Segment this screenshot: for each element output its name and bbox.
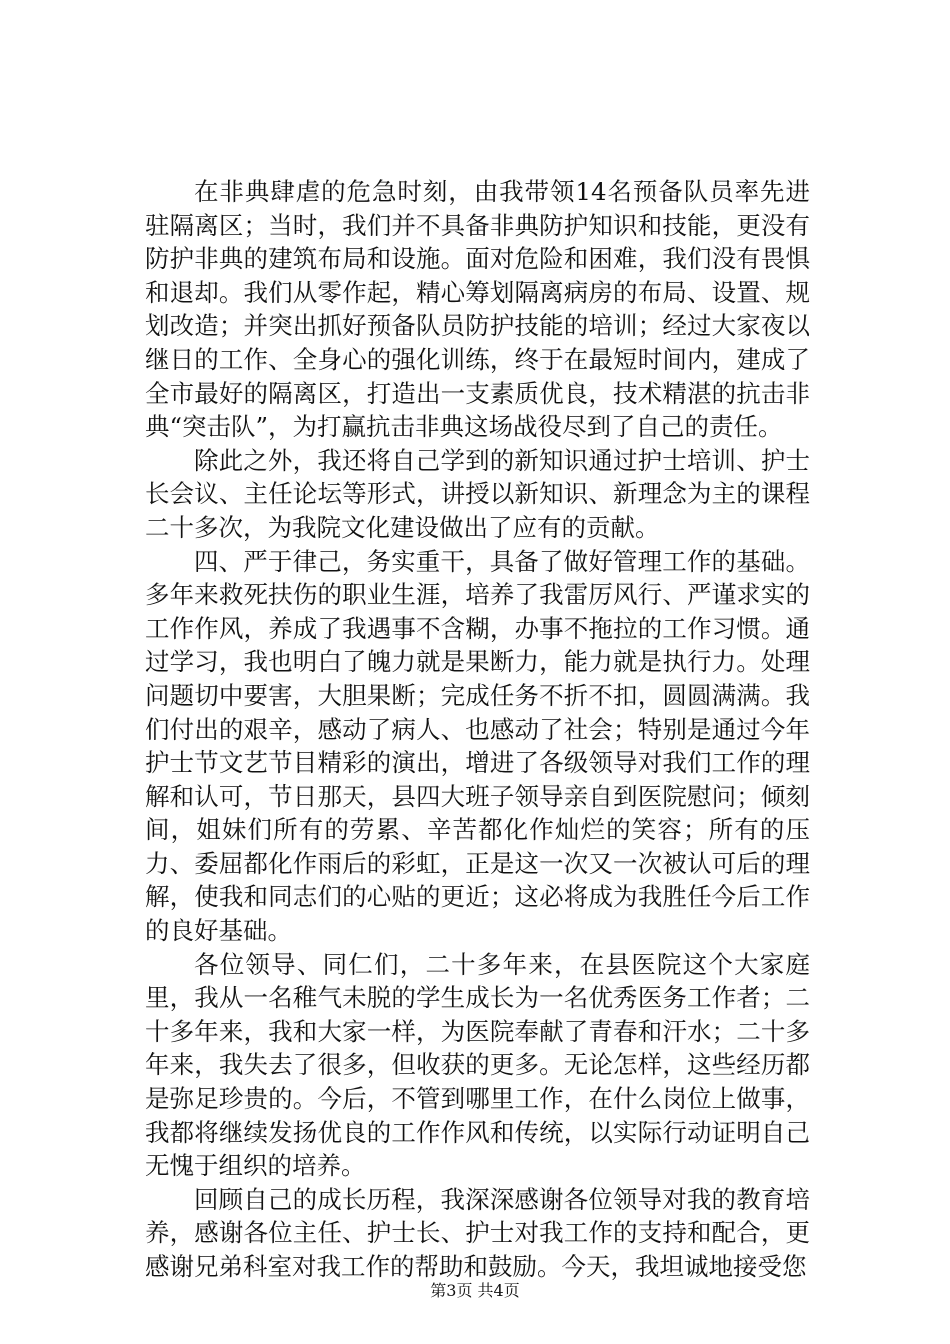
paragraph-training-lectures: 除此之外，我还将自己学到的新知识通过护士培训、护士长会议、主任论坛等形式，讲授以新知识、新理念为主的课程二十多次，为我院文化建设做出了应有的贡献。 — [145, 445, 810, 542]
document-body — [145, 175, 810, 1284]
paragraph-gratitude: 回顾自己的成长历程，我深深感谢各位领导对我的教育培养，感谢各位主任、护士长、护士对我工作的支持和配合，更感谢兄弟科室对我工作的帮助和鼓励。今天，我坦诚地接受您 — [145, 1184, 810, 1281]
paragraph-self-discipline: 四、严于律己，务实重干，具备了做好管理工作的基础。多年来救死扶伤的职业生涯，培养了我雷厉风行、严谨求实的工作作风，养成了我遇事不含糊，办事不拖拉的工作习惯。通过学习，我也明白了魄力就是果断力，能力就是执行力。处理问题切中要害，大胆果断；完成任务不折不扣，圆圆满满。我们付出的艰辛，感动了病人、也感动了社会；特别是通过今年护士节文艺节目精彩的演出，增进了各级领导对我们工作的理解和认可，节日那天，县四大班子领导亲自到医院慰问；倾刻间，姐妹们所有的劳累、辛苦都化作灿烂的笑容；所有的压力、委屈都化作雨后的彩虹，正是这一次又一次被认可后的理解，使我和同志们的心贴的更近；这必将成为我胜任今后工作的良好基础。 — [145, 546, 810, 946]
paragraph-twenty-years: 各位领导、同仁们，二十多年来，在县医院这个大家庭里，我从一名稚气未脱的学生成长为一名优秀医务工作者；二十多年来，我和大家一样，为医院奉献了青春和汗水；二十多年来，我失去了很多，但收获的更多。无论怎样，这些经历都是弥足珍贵的。今后，不管到哪里工作，在什么岗位上做事，我都将继续发扬优良的工作作风和传统，以实际行动证明自己无愧于组织的培养。 — [145, 949, 810, 1181]
paragraph-sars-isolation: 在非典肆虐的危急时刻，由我带领14名预备队员率先进驻隔离区；当时，我们并不具备非典防护知识和技能，更没有防护非典的建筑布局和设施。面对危险和困难，我们没有畏惧和退却。我们从零作起，精心筹划隔离病房的布局、设置、规划改造；并突出抓好预备队员防护技能的培训；经过大家夜以继日的工作、全身心的强化训练，终于在最短时间内，建成了全市最好的隔离区，打造出一支素质优良，技术精湛的抗击非典“突击队”，为打赢抗击非典这场战役尽到了自己的责任。 — [145, 177, 810, 442]
page-number-footer: 第3页 共4页 — [430, 1281, 520, 1300]
